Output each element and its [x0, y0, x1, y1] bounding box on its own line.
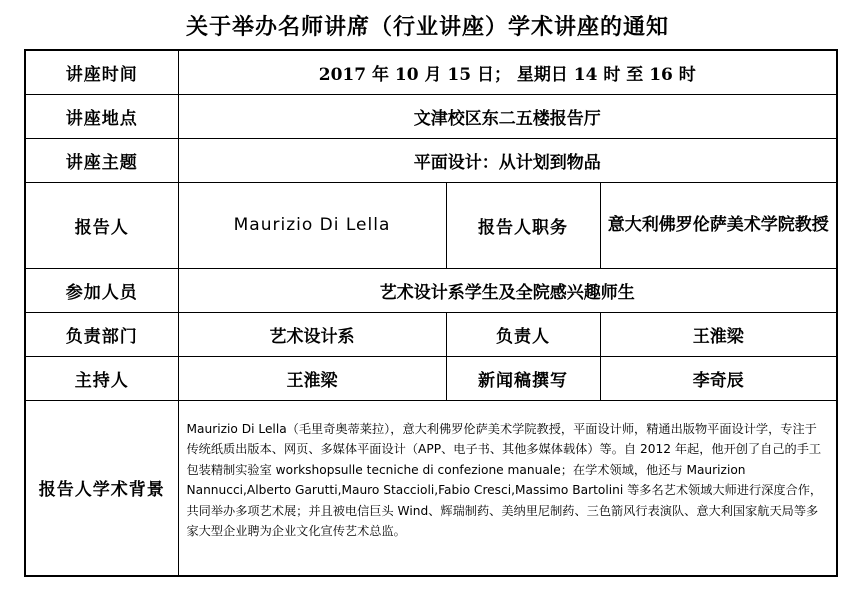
- speaker-name-text: Maurizio Di Lella: [233, 215, 391, 235]
- speaker-label: 报告人: [25, 182, 178, 268]
- notice-table: [24, 49, 838, 577]
- row-department: [25, 312, 837, 356]
- person-in-charge-value: 王淮梁: [600, 312, 837, 356]
- host-value: 王淮梁: [178, 356, 446, 400]
- background-label: 报告人学术背景: [25, 400, 178, 576]
- row-attendees: [25, 268, 837, 312]
- speaker-title-value: 意大利佛罗伦萨美术学院教授: [600, 182, 837, 268]
- topic-value: 平面设计：从计划到物品: [178, 138, 837, 182]
- attendees-label: 参加人员: [25, 268, 178, 312]
- row-background: [25, 400, 837, 576]
- row-location: [25, 94, 837, 138]
- news-writer-label: 新闻稿撰写: [446, 356, 600, 400]
- host-label: 主持人: [25, 356, 178, 400]
- person-in-charge-label: 负责人: [446, 312, 600, 356]
- row-speaker: [25, 182, 837, 268]
- page-title: 关于举办名师讲席（行业讲座）学术讲座的通知: [185, 14, 669, 40]
- department-label: 负责部门: [25, 312, 178, 356]
- speaker-title-label: 报告人职务: [446, 182, 600, 268]
- speaker-name: [178, 182, 446, 268]
- time-label: 讲座时间: [25, 50, 178, 94]
- background-text: Maurizio Di Lella（毛里奇奥蒂莱拉），意大利佛罗伦萨美术学院教授，平面设计师，精通出版物平面设计学，专注于传统纸质出版本、网页、多媒体平面设计（APP、电子书、其他多媒体载体）等。自 2012 年起，他开创了自己的手工包装精制实验室 workshopsulle tecniche di confezione manuale；在学术领域，他还与 Maurizion Nannucci,Alberto Garutti,Mauro Staccioli,Fabio Cresci,Massimo Bartolini 等多名艺术领域大师进行深度合作，共同举办多项艺术展；并且被电信巨头 Wind、辉瑞制药、美纳里尼制药、三色箭风行表演队、意大利国家航天局等多家大型企业聘为企业文化宣传艺术总监。: [178, 400, 837, 576]
- location-value: 文津校区东二五楼报告厅: [178, 94, 837, 138]
- attendees-value: 艺术设计系学生及全院感兴趣师生: [178, 268, 837, 312]
- time-value: 2017 年 10 月 15 日； 星期日 14 时 至 16 时: [178, 50, 837, 94]
- location-label: 讲座地点: [25, 94, 178, 138]
- row-time: [25, 50, 837, 94]
- row-host: [25, 356, 837, 400]
- row-topic: [25, 138, 837, 182]
- department-value: 艺术设计系: [178, 312, 446, 356]
- topic-label: 讲座主题: [25, 138, 178, 182]
- news-writer-value: 李奇辰: [600, 356, 837, 400]
